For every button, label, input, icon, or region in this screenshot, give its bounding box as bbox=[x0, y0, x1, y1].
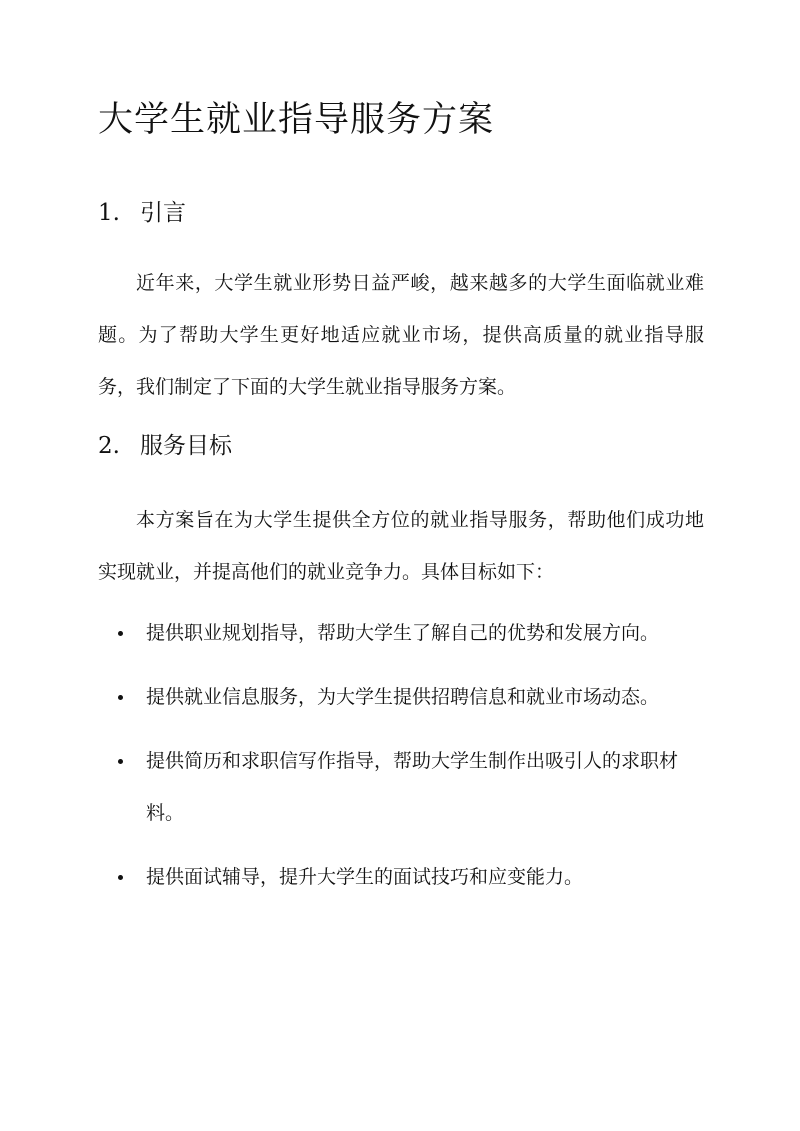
section-number: 1. bbox=[98, 200, 120, 226]
section-heading-intro bbox=[98, 197, 186, 229]
section-number: 2. bbox=[98, 433, 120, 459]
list-item bbox=[118, 735, 688, 839]
list-item bbox=[118, 851, 688, 903]
list-item-text: 提供面试辅导，提升大学生的面试技巧和应变能力。 bbox=[146, 866, 584, 888]
list-item-text: 提供简历和求职信写作指导，帮助大学生制作出吸引人的求职材料。 bbox=[146, 750, 679, 824]
list-item-text: 提供职业规划指导，帮助大学生了解自己的优势和发展方向。 bbox=[146, 622, 660, 644]
bullet-icon bbox=[118, 759, 123, 764]
list-item bbox=[118, 607, 688, 659]
bullet-icon bbox=[118, 631, 123, 636]
bullet-icon bbox=[118, 875, 123, 880]
intro-paragraph: 近年来，大学生就业形势日益严峻，越来越多的大学生面临就业难题。为了帮助大学生更好地适应就业市场，提供高质量的就业指导服务，我们制定了下面的大学生就业指导服务方案。 bbox=[98, 272, 704, 398]
section-heading-goals bbox=[98, 430, 232, 462]
section-title: 服务目标 bbox=[140, 433, 232, 459]
goals-bullet-list bbox=[118, 607, 688, 915]
bullet-icon bbox=[118, 695, 123, 700]
list-item bbox=[118, 671, 688, 723]
section-title: 引言 bbox=[140, 200, 186, 226]
list-item-text: 提供就业信息服务，为大学生提供招聘信息和就业市场动态。 bbox=[146, 686, 660, 708]
document-title: 大学生就业指导服务方案 bbox=[98, 100, 495, 140]
goals-paragraph: 本方案旨在为大学生提供全方位的就业指导服务，帮助他们成功地实现就业，并提高他们的就业竞争力。具体目标如下： bbox=[98, 509, 704, 583]
